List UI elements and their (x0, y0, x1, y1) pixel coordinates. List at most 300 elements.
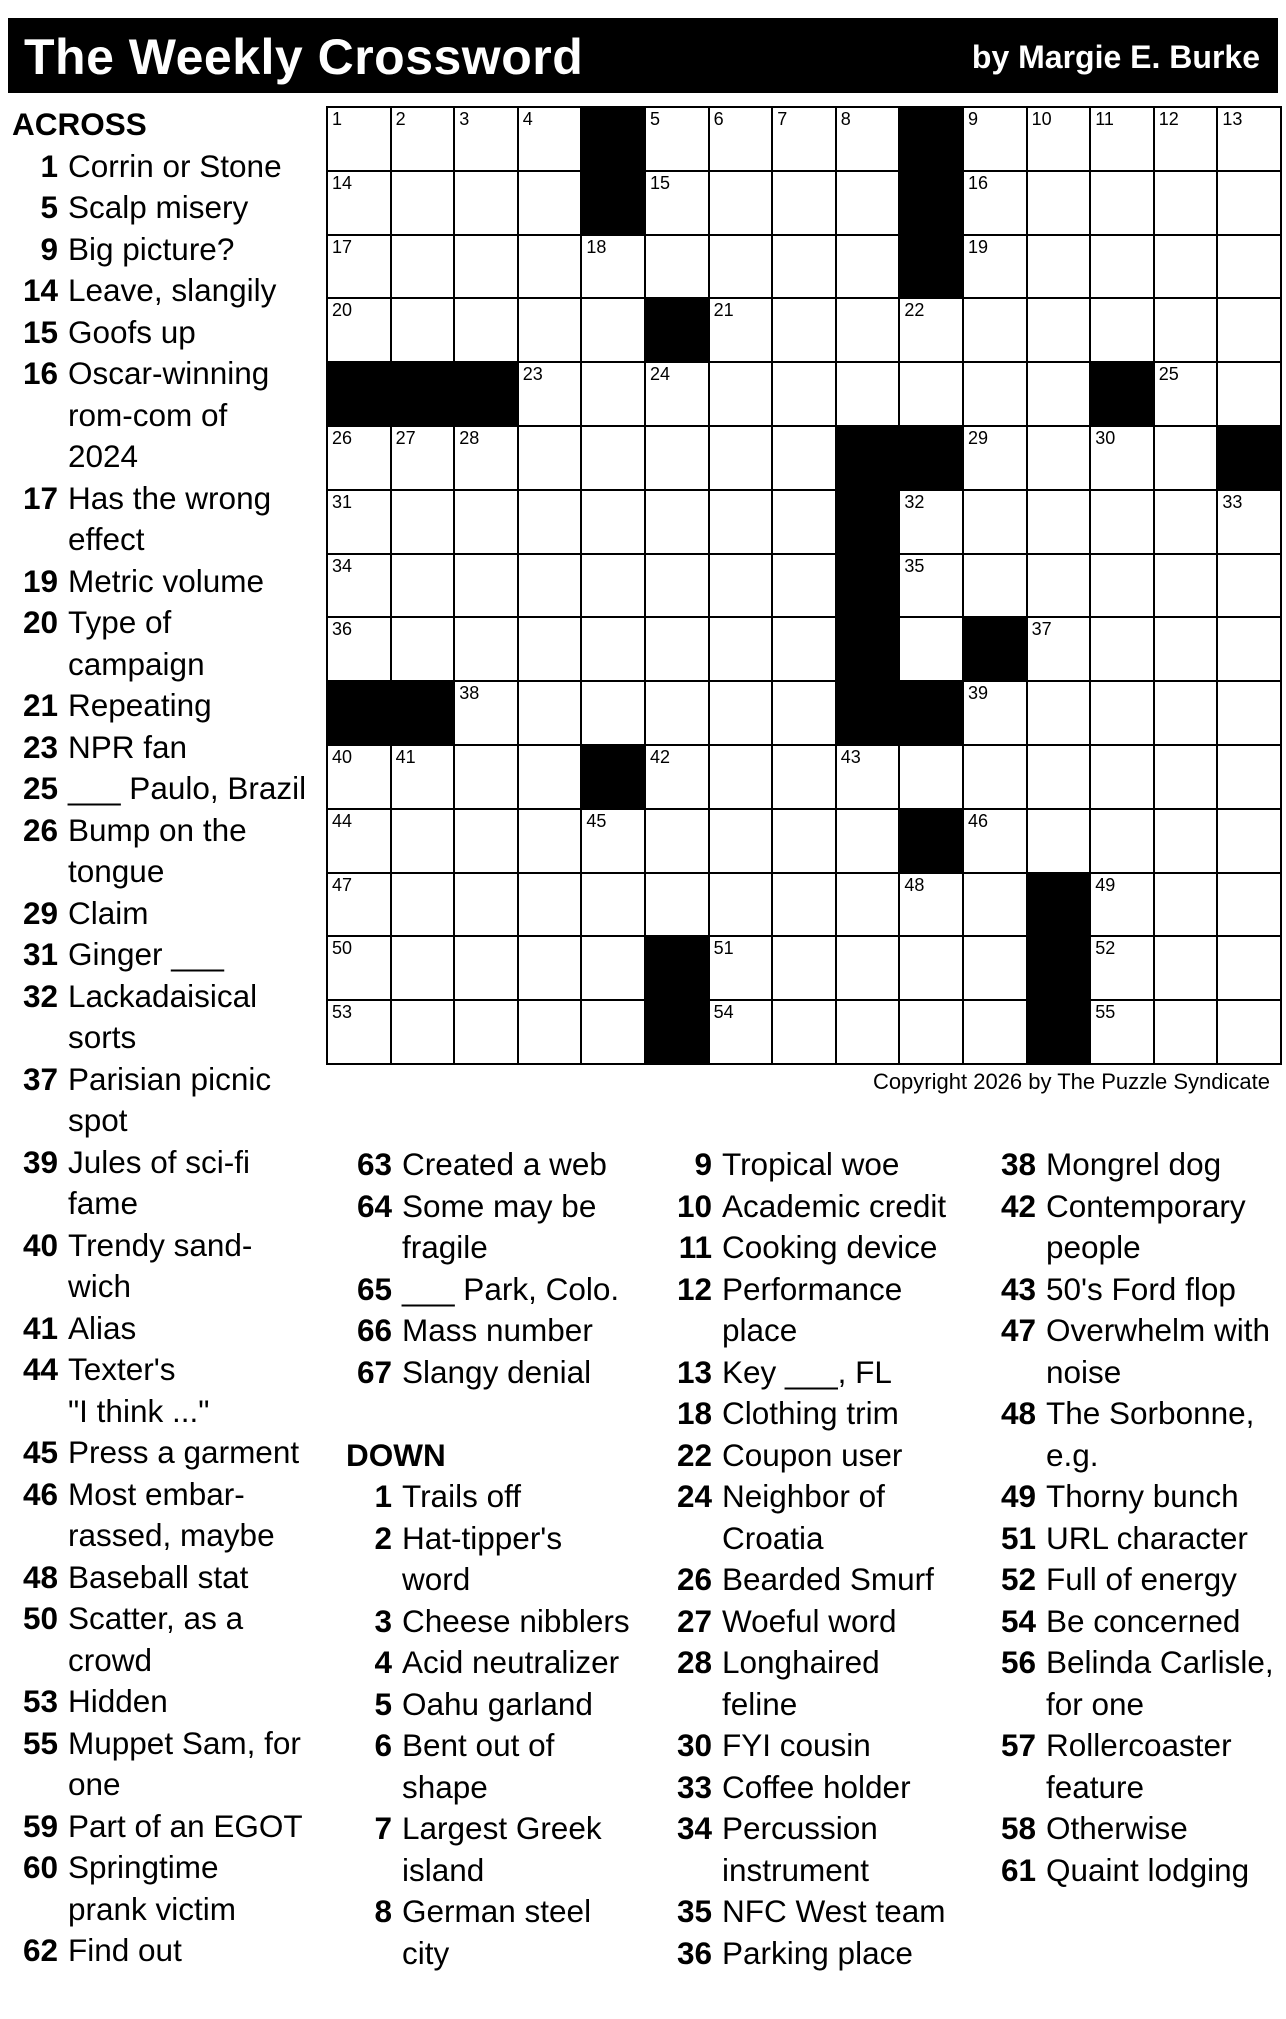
grid-cell[interactable] (962, 553, 1028, 619)
grid-cell[interactable] (771, 553, 837, 619)
grid-cell[interactable] (390, 808, 456, 874)
black-square (1216, 425, 1282, 491)
grid-cell[interactable] (326, 425, 392, 491)
clue-item-number: 44 (22, 1351, 58, 1387)
grid-cell[interactable] (326, 297, 392, 363)
grid-cell[interactable] (1153, 935, 1219, 1001)
grid-cell[interactable] (1153, 999, 1219, 1065)
grid-cell[interactable] (453, 872, 519, 938)
grid-cell[interactable] (835, 872, 901, 938)
grid-cell[interactable] (517, 999, 583, 1065)
grid-cell[interactable] (326, 106, 392, 172)
grid-cell[interactable] (326, 808, 392, 874)
grid-cell[interactable] (390, 297, 456, 363)
clue-item-text: FYI cousin (722, 1727, 871, 1763)
clue-item (346, 1601, 666, 1643)
clue-item-text: Largest Greek island (402, 1810, 602, 1888)
grid-cell[interactable] (453, 553, 519, 619)
grid-cell[interactable] (517, 170, 583, 236)
clue-item-text: Acid neutralizer (402, 1644, 620, 1680)
grid-cell[interactable] (390, 616, 456, 682)
grid-cell[interactable] (453, 170, 519, 236)
grid-cell[interactable] (517, 680, 583, 746)
grid-cell[interactable] (644, 489, 710, 555)
grid-cell[interactable] (1089, 808, 1155, 874)
grid-cell[interactable] (1089, 553, 1155, 619)
clue-number: 40 (332, 747, 353, 767)
clue-item (12, 976, 322, 1059)
grid-cell[interactable] (1153, 553, 1219, 619)
clue-number: 28 (459, 428, 480, 448)
grid-cell[interactable] (390, 553, 456, 619)
grid-cell[interactable] (453, 744, 519, 810)
clue-item (12, 685, 322, 727)
grid-cell[interactable] (962, 489, 1028, 555)
grid-cell[interactable] (898, 872, 964, 938)
clue-item-number: 63 (356, 1146, 392, 1182)
black-square (580, 170, 646, 236)
clue-item-text: Rollercoaster feature (1046, 1727, 1232, 1805)
clue-item-text: Bump on the tongue (68, 811, 247, 889)
grid-cell[interactable] (962, 170, 1028, 236)
grid-cell[interactable] (644, 872, 710, 938)
grid-cell[interactable] (644, 616, 710, 682)
clue-item (12, 146, 322, 188)
clue-item (666, 1559, 986, 1601)
grid-cell[interactable] (898, 935, 964, 1001)
grid-cell[interactable] (962, 744, 1028, 810)
clue-item (666, 1186, 986, 1228)
clue-item (12, 1432, 322, 1474)
grid-cell[interactable] (708, 234, 774, 300)
grid-cell[interactable] (898, 553, 964, 619)
grid-cell[interactable] (1153, 744, 1219, 810)
grid-cell[interactable] (517, 808, 583, 874)
grid-cell[interactable] (898, 489, 964, 555)
grid-cell[interactable] (962, 425, 1028, 491)
grid-cell[interactable] (644, 744, 710, 810)
grid-cell[interactable] (962, 234, 1028, 300)
grid-cell[interactable] (771, 106, 837, 172)
grid-cell[interactable] (326, 170, 392, 236)
grid-cell[interactable] (580, 680, 646, 746)
grid-cell[interactable] (644, 170, 710, 236)
grid-cell[interactable] (898, 616, 964, 682)
grid-cell[interactable] (580, 361, 646, 427)
grid-cell[interactable] (1026, 106, 1092, 172)
grid-cell[interactable] (580, 999, 646, 1065)
grid-cell[interactable] (580, 553, 646, 619)
clue-item-text: Coupon user (722, 1436, 903, 1473)
grid-cell[interactable] (517, 872, 583, 938)
grid-cell[interactable] (1216, 106, 1282, 172)
grid-cell[interactable] (390, 872, 456, 938)
grid-cell[interactable] (898, 999, 964, 1065)
grid-cell[interactable] (1089, 297, 1155, 363)
grid-cell[interactable] (835, 935, 901, 1001)
clue-item-text: Springtime prank victim (68, 1849, 237, 1927)
grid-cell[interactable] (1153, 489, 1219, 555)
grid-cell[interactable] (1153, 234, 1219, 300)
grid-cell[interactable] (835, 999, 901, 1065)
grid-cell[interactable] (1089, 170, 1155, 236)
grid-cell[interactable] (1216, 616, 1282, 682)
grid-cell[interactable] (453, 106, 519, 172)
clue-number: 47 (332, 874, 353, 895)
clue-item-text: Ginger ___ (68, 936, 224, 972)
clue-number: 54 (713, 1002, 734, 1023)
clue-item-number: 46 (22, 1475, 58, 1512)
grid-cell[interactable] (708, 489, 774, 555)
grid-cell[interactable] (326, 744, 392, 810)
grid-cell[interactable] (962, 680, 1028, 746)
grid-cell[interactable] (708, 999, 774, 1065)
grid-cell[interactable] (390, 234, 456, 300)
clue-number: 25 (1158, 364, 1179, 385)
grid-cell[interactable] (708, 170, 774, 236)
grid-cell[interactable] (1089, 489, 1155, 555)
clue-item-number: 43 (1000, 1270, 1036, 1307)
grid-cell[interactable] (517, 935, 583, 1001)
grid-cell[interactable] (1216, 999, 1282, 1065)
grid-cell[interactable] (1216, 297, 1282, 363)
clue-number: 7 (777, 109, 788, 129)
clue-number: 26 (332, 428, 353, 448)
grid-cell[interactable] (580, 489, 646, 555)
black-square (1026, 935, 1092, 1001)
clue-item-text: Big picture? (68, 230, 235, 267)
grid-cell[interactable] (708, 297, 774, 363)
grid-cell[interactable] (644, 234, 710, 300)
grid-cell[interactable] (390, 106, 456, 172)
clue-item-number: 61 (1000, 1851, 1036, 1888)
clue-item (12, 1598, 322, 1681)
grid-cell[interactable] (962, 361, 1028, 427)
grid-cell[interactable] (580, 808, 646, 874)
clue-item-number: 27 (676, 1602, 712, 1639)
grid-cell[interactable] (1089, 872, 1155, 938)
clue-item-number: 60 (22, 1849, 58, 1885)
grid-cell[interactable] (1216, 553, 1282, 619)
grid-cell[interactable] (1026, 170, 1092, 236)
grid-cell[interactable] (517, 489, 583, 555)
grid-cell[interactable] (517, 553, 583, 619)
grid-cell[interactable] (1216, 872, 1282, 938)
grid-cell[interactable] (962, 808, 1028, 874)
grid-cell[interactable] (835, 361, 901, 427)
clue-item (666, 1601, 986, 1643)
clue-item-number: 17 (22, 479, 58, 516)
clue-number: 19 (968, 236, 989, 257)
grid-cell[interactable] (517, 106, 583, 172)
clue-item (12, 1474, 322, 1557)
grid-cell[interactable] (708, 744, 774, 810)
grid-cell[interactable] (835, 106, 901, 172)
clue-item-text: Parking place (722, 1934, 913, 1971)
clue-number: 9 (968, 109, 979, 129)
grid-cell[interactable] (771, 808, 837, 874)
clue-item-number: 5 (40, 189, 58, 225)
grid-cell[interactable] (517, 234, 583, 300)
grid-cell[interactable] (390, 489, 456, 555)
clue-item-number: 2 (374, 1519, 392, 1556)
grid-cell[interactable] (708, 106, 774, 172)
clue-item-number: 4 (374, 1644, 392, 1680)
grid-cell[interactable] (708, 935, 774, 1001)
grid-cell[interactable] (771, 999, 837, 1065)
grid-cell[interactable] (390, 999, 456, 1065)
grid-cell[interactable] (644, 106, 710, 172)
clue-item-text: Trendy sand- wich (68, 1226, 253, 1304)
grid-cell[interactable] (326, 935, 392, 1001)
clue-column-3 (666, 1144, 986, 1974)
clue-item (990, 1476, 1286, 1518)
grid-cell[interactable] (835, 744, 901, 810)
clue-column-4 (990, 1144, 1286, 1891)
grid-cell[interactable] (898, 361, 964, 427)
grid-cell[interactable] (453, 425, 519, 491)
grid-cell[interactable] (771, 935, 837, 1001)
grid-cell[interactable] (326, 872, 392, 938)
puzzle-byline: by Margie E. Burke (971, 39, 1260, 75)
grid-cell[interactable] (1216, 744, 1282, 810)
grid-cell[interactable] (1216, 808, 1282, 874)
clue-item (12, 187, 322, 229)
clue-item (12, 1225, 322, 1308)
grid-cell[interactable] (1153, 170, 1219, 236)
grid-cell[interactable] (1026, 361, 1092, 427)
grid-cell[interactable] (771, 680, 837, 746)
grid-cell[interactable] (771, 489, 837, 555)
grid-cell[interactable] (644, 808, 710, 874)
grid-cell[interactable] (771, 234, 837, 300)
grid-cell[interactable] (708, 361, 774, 427)
clue-item (666, 1435, 986, 1477)
grid-cell[interactable] (1026, 808, 1092, 874)
crossword-grid (326, 106, 1279, 1062)
grid-cell[interactable] (1216, 489, 1282, 555)
grid-cell[interactable] (1089, 935, 1155, 1001)
clue-number: 20 (332, 300, 353, 321)
black-square (390, 680, 456, 746)
clue-item (12, 810, 322, 893)
clue-item (990, 1144, 1286, 1186)
down-heading: DOWN (346, 1436, 446, 1473)
clue-item (666, 1227, 986, 1269)
grid-cell[interactable] (1153, 106, 1219, 172)
grid-cell[interactable] (580, 297, 646, 363)
grid-cell[interactable] (1026, 680, 1092, 746)
clue-item (12, 229, 322, 271)
clue-item (990, 1642, 1286, 1725)
grid-cell[interactable] (1153, 425, 1219, 491)
clue-number: 43 (840, 747, 861, 767)
grid-cell[interactable] (1216, 935, 1282, 1001)
grid-cell[interactable] (1026, 489, 1092, 555)
grid-cell[interactable] (390, 744, 456, 810)
clue-item-text: Slangy denial (402, 1353, 592, 1390)
grid-cell[interactable] (962, 106, 1028, 172)
grid-cell[interactable] (326, 553, 392, 619)
clue-item (346, 1725, 666, 1808)
grid-cell[interactable] (835, 170, 901, 236)
clue-item (12, 1059, 322, 1142)
grid-cell[interactable] (1089, 425, 1155, 491)
clue-number: 13 (1222, 109, 1243, 129)
grid-cell[interactable] (644, 553, 710, 619)
grid-cell[interactable] (708, 425, 774, 491)
clue-item-text: Leave, slangily (68, 272, 277, 308)
grid-cell[interactable] (898, 744, 964, 810)
grid-cell[interactable] (771, 361, 837, 427)
grid-cell[interactable] (1089, 744, 1155, 810)
grid-cell[interactable] (390, 935, 456, 1001)
clue-number: 36 (332, 619, 353, 640)
grid-cell[interactable] (1216, 361, 1282, 427)
grid-cell[interactable] (771, 744, 837, 810)
clue-item (12, 1557, 322, 1599)
clue-item (12, 1142, 322, 1225)
grid-cell[interactable] (1026, 553, 1092, 619)
grid-cell[interactable] (517, 297, 583, 363)
clue-item-text: Oahu garland (402, 1685, 593, 1722)
grid-cell[interactable] (1216, 170, 1282, 236)
clue-item-text: Baseball stat (68, 1558, 249, 1595)
grid-cell[interactable] (644, 361, 710, 427)
clue-item-number: 67 (356, 1353, 392, 1390)
grid-cell[interactable] (1089, 106, 1155, 172)
clue-item (12, 561, 322, 603)
clue-number: 39 (968, 683, 989, 704)
clue-number: 21 (713, 300, 734, 321)
grid-cell[interactable] (1089, 680, 1155, 746)
grid-cell[interactable] (644, 425, 710, 491)
grid-cell[interactable] (390, 425, 456, 491)
clue-item (990, 1725, 1286, 1808)
clue-number: 34 (332, 555, 353, 576)
grid-cell[interactable] (1153, 808, 1219, 874)
grid-cell[interactable] (771, 425, 837, 491)
clue-item-text: Find out (68, 1932, 182, 1968)
grid-cell[interactable] (708, 616, 774, 682)
grid-cell[interactable] (962, 935, 1028, 1001)
grid-cell[interactable] (517, 616, 583, 682)
grid-cell[interactable] (835, 234, 901, 300)
grid-cell[interactable] (453, 297, 519, 363)
grid-cell[interactable] (771, 616, 837, 682)
grid-cell[interactable] (453, 935, 519, 1001)
grid-cell[interactable] (326, 489, 392, 555)
grid-cell[interactable] (580, 234, 646, 300)
grid-cell[interactable] (771, 872, 837, 938)
clue-number: 50 (332, 938, 353, 959)
grid-cell[interactable] (1026, 297, 1092, 363)
clue-item-number: 31 (22, 936, 58, 972)
grid-cell[interactable] (771, 170, 837, 236)
clue-number: 15 (650, 172, 671, 193)
clue-item-number: 10 (676, 1187, 712, 1224)
grid-cell[interactable] (1089, 234, 1155, 300)
grid-cell[interactable] (708, 553, 774, 619)
clue-item-number: 35 (676, 1893, 712, 1929)
grid-cell[interactable] (962, 999, 1028, 1065)
grid-cell[interactable] (708, 680, 774, 746)
clue-item-number: 7 (374, 1810, 392, 1846)
grid-cell[interactable] (898, 297, 964, 363)
clue-item-number: 19 (22, 562, 58, 599)
grid-cell[interactable] (453, 999, 519, 1065)
grid-cell[interactable] (517, 361, 583, 427)
grid-cell[interactable] (708, 808, 774, 874)
clue-item-text: Bent out of shape (402, 1727, 555, 1805)
clue-item-number: 57 (1000, 1727, 1036, 1763)
grid-cell[interactable] (708, 872, 774, 938)
grid-cell[interactable] (1216, 680, 1282, 746)
grid-cell[interactable] (580, 616, 646, 682)
clue-item-text: Performance place (722, 1270, 903, 1348)
grid-cell[interactable] (453, 808, 519, 874)
grid-cell[interactable] (517, 425, 583, 491)
grid-cell[interactable] (771, 297, 837, 363)
grid-cell[interactable] (580, 935, 646, 1001)
grid-cell[interactable] (326, 616, 392, 682)
grid-cell[interactable] (1153, 680, 1219, 746)
grid-cell[interactable] (1153, 872, 1219, 938)
grid-cell[interactable] (580, 872, 646, 938)
grid-cell[interactable] (453, 680, 519, 746)
clue-item-number: 30 (676, 1727, 712, 1763)
clue-item-number: 45 (22, 1434, 58, 1470)
clue-item-number: 56 (1000, 1644, 1036, 1680)
grid-cell[interactable] (517, 744, 583, 810)
grid-cell[interactable] (962, 297, 1028, 363)
grid-cell[interactable] (1089, 999, 1155, 1065)
clue-item (666, 1476, 986, 1559)
clue-number: 3 (459, 109, 470, 129)
grid-cell[interactable] (835, 808, 901, 874)
clue-item-text: Academic credit (722, 1187, 947, 1224)
clue-item-number: 5 (374, 1685, 392, 1722)
grid-cell[interactable] (962, 872, 1028, 938)
grid-cell[interactable] (580, 425, 646, 491)
grid-cell[interactable] (644, 680, 710, 746)
clue-number: 5 (650, 109, 661, 129)
clue-item (12, 478, 322, 561)
grid-cell[interactable] (1026, 425, 1092, 491)
clue-number: 27 (395, 428, 416, 448)
grid-cell[interactable] (1026, 616, 1092, 682)
grid-cell[interactable] (326, 999, 392, 1065)
black-square (644, 999, 710, 1065)
black-square (644, 935, 710, 1001)
grid-cell[interactable] (1026, 744, 1092, 810)
clue-item (990, 1186, 1286, 1269)
grid-cell[interactable] (835, 297, 901, 363)
grid-cell[interactable] (1026, 234, 1092, 300)
clue-item-number: 64 (356, 1187, 392, 1224)
grid-cell[interactable] (453, 489, 519, 555)
grid-cell[interactable] (1216, 234, 1282, 300)
grid-cell[interactable] (453, 616, 519, 682)
grid-cell[interactable] (1153, 616, 1219, 682)
grid-cell[interactable] (1089, 616, 1155, 682)
grid-cell[interactable] (1153, 361, 1219, 427)
grid-cell[interactable] (1153, 297, 1219, 363)
grid-cell[interactable] (390, 170, 456, 236)
grid-cell[interactable] (453, 234, 519, 300)
grid-cell[interactable] (326, 234, 392, 300)
clue-number: 52 (1095, 938, 1116, 959)
